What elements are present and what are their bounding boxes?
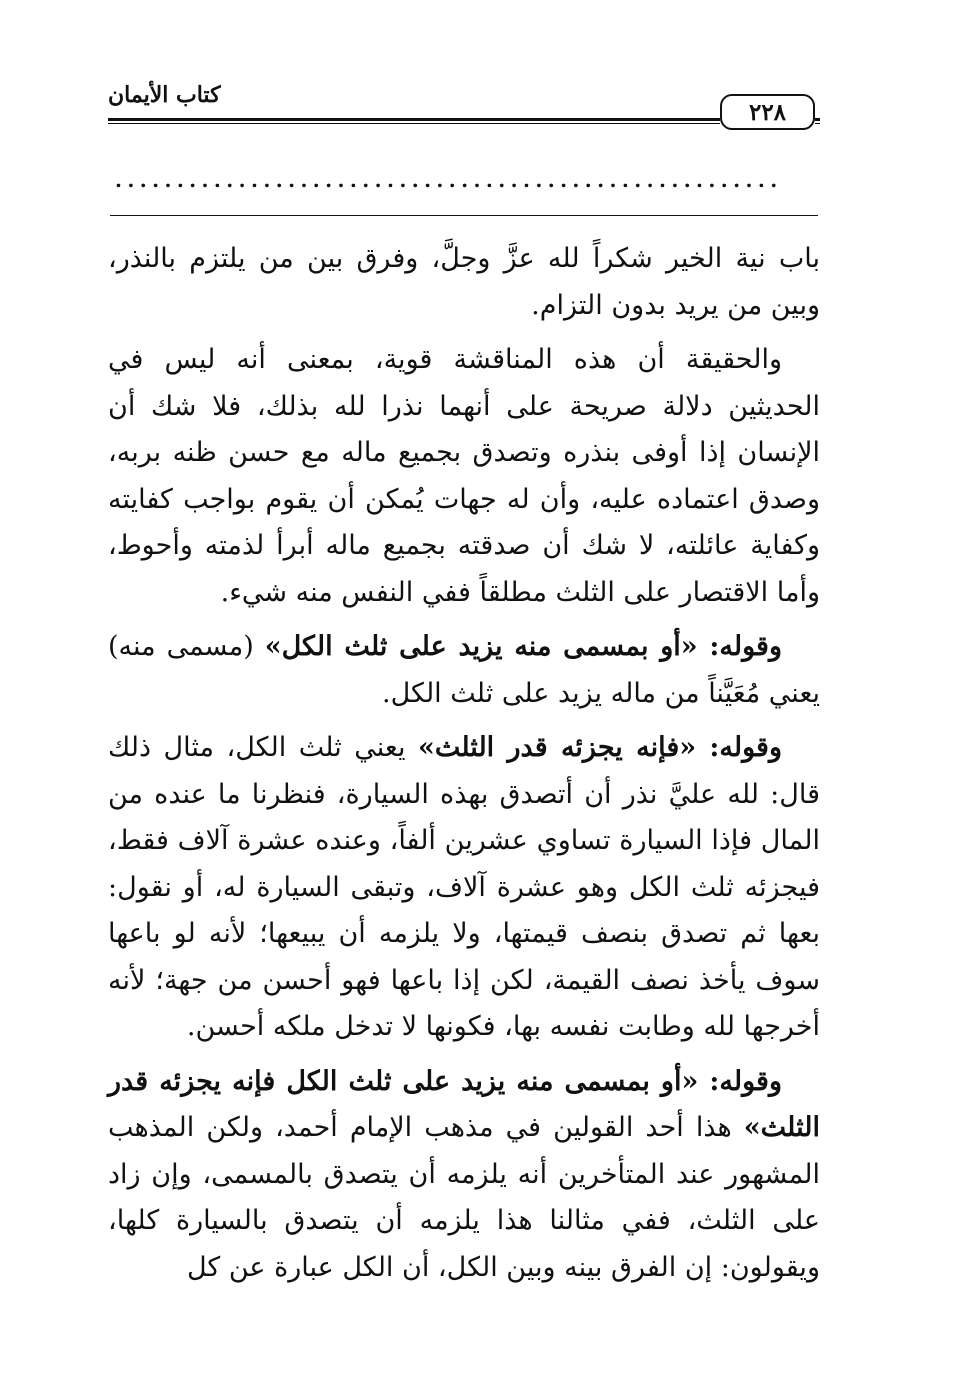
paragraph-p4	[108, 725, 820, 1051]
footnote-rule	[110, 215, 818, 216]
book-title: كتاب الأيمان	[108, 82, 221, 108]
quoted-matn-text: وقوله: «فإنه يجزئه قدر الثلث»	[417, 732, 782, 763]
commentary-text: يعني ثلث الكل، مثال ذلك قال: لله عليَّ نذر أن أتصدق بهذه السيارة، فنظرنا ما عنده من المال فإذا السيارة تساوي عشرين ألفاً، وعنده عشرة آلاف فقط، فيجزئه ثلث الكل وهو عشرة آلاف، وتبقى السيارة له، أو نقول: بعها ثم تصدق بنصف قيمتها، ولا يلزمه أن يبيعها؛ لأنه لو باعها سوف يأخذ نصف القيمة، لكن إذا باعها فهو أحسن من جهة؛ لأنه أخرجها لله وطابت نفسه بها، فكونها لا تدخل ملكه أحسن.	[108, 732, 820, 1042]
paragraph-p1	[108, 236, 820, 329]
page-number: ٢٢٨	[748, 98, 787, 126]
header-rule-left	[108, 118, 720, 124]
paragraph-p2	[108, 337, 820, 616]
quoted-matn-text: وقوله: «أو بمسمى منه يزيد على ثلث الكل»	[264, 631, 782, 662]
paragraph-p3	[108, 624, 820, 717]
header-rule-right	[815, 118, 820, 124]
paragraph-p5	[108, 1059, 820, 1292]
commentary-text: هذا أحد القولين في مذهب الإمام أحمد، ولكن المذهب المشهور عند المتأخرين أنه يلزمه أن يتصدق بالمسمى، وإن زاد على الثلث، ففي مثالنا هذا يلزمه أن يتصدق بالسيارة كلها، ويقولون: إن الفرق بينه وبين الكل، أن الكل عبارة عن كل	[108, 1112, 820, 1283]
commentary-text: والحقيقة أن هذه المناقشة قوية، بمعنى أنه ليس في الحديثين دلالة صريحة على أنهما نذرا لله بذلك، فلا شك أن الإنسان إذا أوفى بنذره وتصدق بجميع ماله مع حسن ظنه بربه، وصدق اعتماده عليه، وأن له جهات يُمكن أن يقوم بواجب كفايته وكفاية عائلته، لا شك أن صدقته بجميع ماله أبرأ لذمته وأحوط، وأما الاقتصار على الثلث مطلقاً ففي النفس منه شيء.	[108, 344, 820, 608]
page-header	[108, 78, 820, 138]
commentary-text: باب نية الخير شكراً لله عزَّ وجلَّ، وفرق بين من يلتزم بالنذر، وبين من يريد بدون التزام.	[108, 243, 820, 321]
quoted-matn-text: وقوله: «أو بمسمى منه يزيد على ثلث الكل فإنه يجزئه قدر الثلث»	[108, 1065, 820, 1143]
page-number-box	[720, 94, 815, 130]
commentary-text: (مسمى منه) يعني مُعَيَّناً من ماله يزيد على ثلث الكل.	[108, 631, 820, 709]
dotted-separator: ......................................................	[115, 168, 783, 192]
main-text	[108, 236, 820, 1299]
